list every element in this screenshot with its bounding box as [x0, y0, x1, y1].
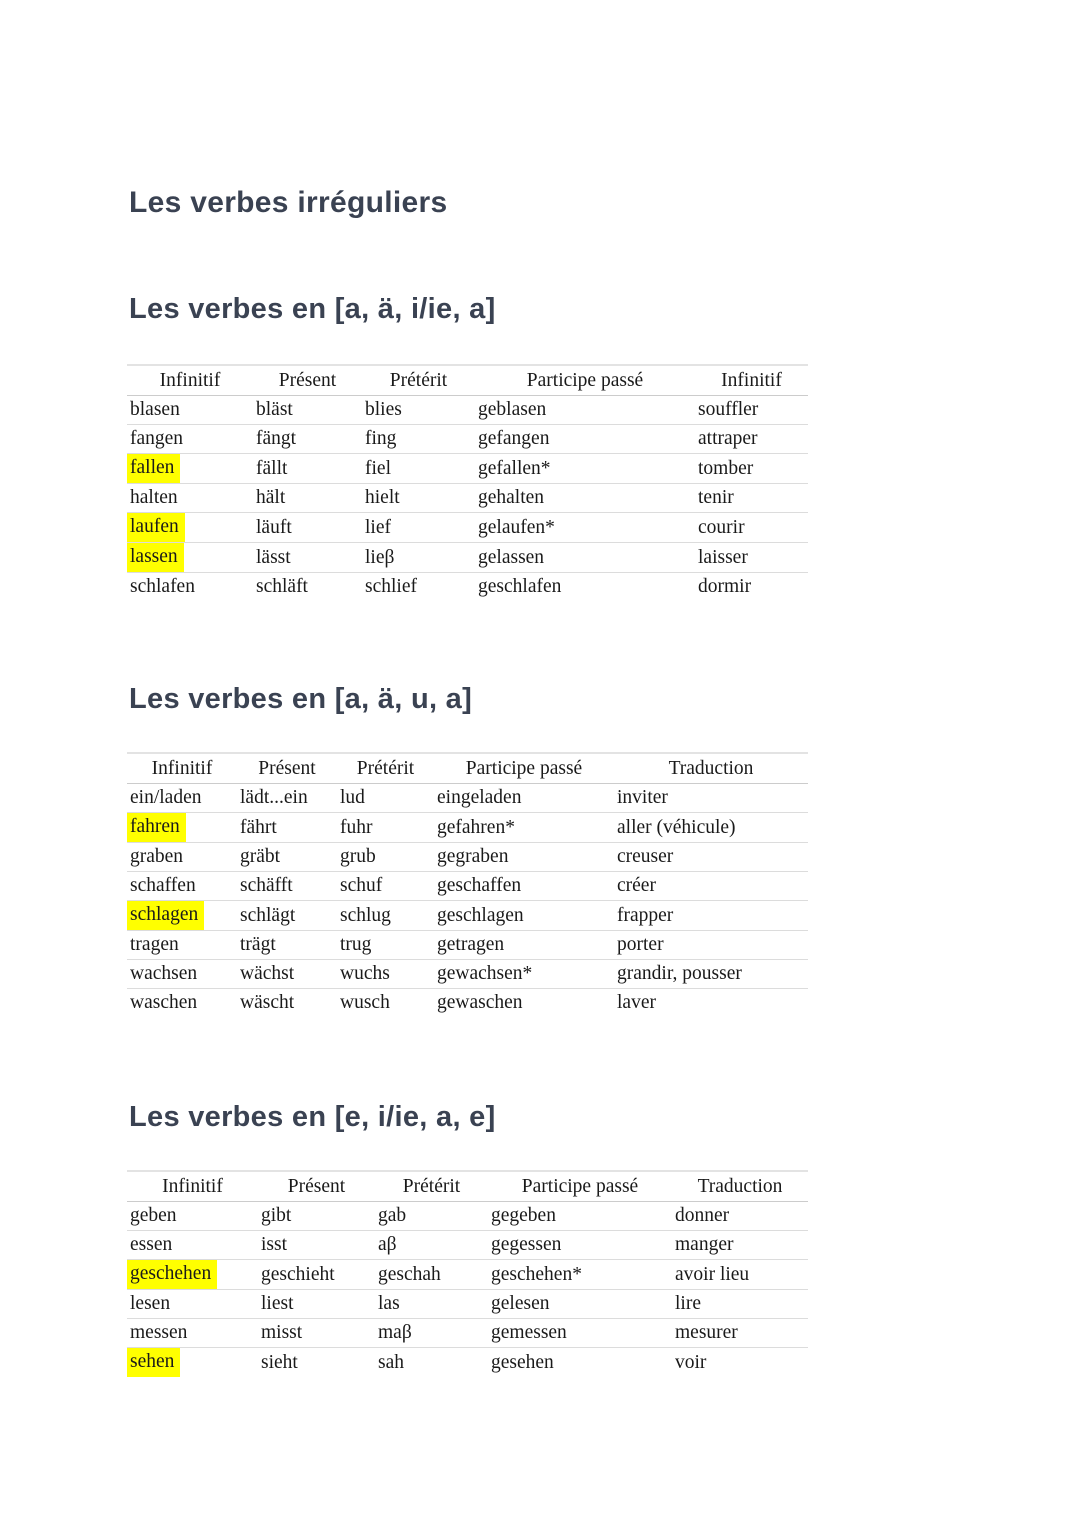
table-row [127, 931, 808, 960]
verb-cell: gesehen [491, 1351, 554, 1373]
verb-cell: creuser [614, 843, 808, 872]
table-row [127, 1231, 808, 1260]
highlighted-verb: schlagen [127, 901, 204, 930]
verb-cell: geben [127, 1202, 258, 1231]
column-header: Prétérit [337, 753, 434, 784]
verb-cell: schlief [365, 576, 417, 597]
verb-cell: voir [675, 1351, 707, 1373]
table-row [127, 813, 808, 843]
verb-cell: geschlafen [478, 576, 562, 597]
table-row [127, 872, 808, 901]
verb-cell: inviter [614, 784, 808, 813]
verb-cell: ein/laden [127, 784, 237, 813]
verb-cell: aβ [375, 1231, 488, 1260]
verb-cell: lud [337, 784, 434, 813]
verb-cell: wachsen [127, 960, 237, 989]
verb-cell: gibt [258, 1202, 375, 1231]
highlighted-verb: fahren [127, 813, 186, 842]
verb-cell: blasen [127, 396, 253, 425]
verb-cell [127, 513, 253, 543]
verb-cell: schlug [337, 901, 434, 931]
verb-cell: gegeben [488, 1202, 672, 1231]
table-row [127, 901, 808, 931]
verb-cell [127, 901, 237, 931]
column-header: Présent [253, 365, 362, 396]
column-header: Traduction [614, 753, 808, 784]
highlighted-verb: fallen [127, 454, 180, 483]
table-row [127, 1348, 808, 1378]
header-row [127, 1171, 808, 1202]
verb-cell: frapper [614, 901, 808, 931]
table-row [127, 1202, 808, 1231]
table-row [127, 543, 808, 573]
verb-cell: manger [672, 1231, 808, 1260]
verb-cell [127, 543, 253, 573]
verb-cell: misst [258, 1319, 375, 1348]
column-header: Présent [258, 1171, 375, 1202]
table-row [127, 960, 808, 989]
column-header: Participe passé [488, 1171, 672, 1202]
verb-cell: trug [337, 931, 434, 960]
verb-cell: avoir lieu [672, 1260, 808, 1290]
verb-cell: geschieht [258, 1260, 375, 1290]
section-heading: Les verbes en [a, ä, u, a] [129, 683, 473, 715]
verb-cell: gehalten [475, 484, 695, 513]
verb-cell: fährt [237, 813, 337, 843]
verb-cell: sah [378, 1351, 404, 1373]
verb-cell: souffler [695, 396, 808, 425]
verb-cell: schlägt [237, 901, 337, 931]
verb-cell: grub [337, 843, 434, 872]
highlighted-verb: geschehen [127, 1260, 217, 1289]
table-row [127, 513, 808, 543]
verb-cell: gab [375, 1202, 488, 1231]
verb-cell: gelassen [475, 543, 695, 573]
verb-cell [127, 1348, 258, 1378]
verb-cell: geschehen* [488, 1260, 672, 1290]
verb-cell: gewaschen [437, 992, 523, 1013]
verb-cell: maβ [375, 1319, 488, 1348]
verb-cell: getragen [434, 931, 614, 960]
verb-cell: eingeladen [434, 784, 614, 813]
table-row [127, 784, 808, 813]
verb-cell: schläft [256, 576, 308, 597]
table-row [127, 1260, 808, 1290]
verb-cell: lieβ [362, 543, 475, 573]
verb-cell: lädt...ein [237, 784, 337, 813]
verb-cell: tenir [695, 484, 808, 513]
table-row [127, 843, 808, 872]
verb-cell: porter [614, 931, 808, 960]
verb-cell: mesurer [672, 1319, 808, 1348]
verb-cell: créer [614, 872, 808, 901]
highlighted-verb: lassen [127, 543, 184, 572]
verb-cell: donner [672, 1202, 808, 1231]
verb-cell: gefangen [475, 425, 695, 454]
verb-cell: gefallen* [475, 454, 695, 484]
verb-cell: tragen [127, 931, 237, 960]
header-row [127, 753, 808, 784]
column-header: Traduction [672, 1171, 808, 1202]
verb-cell: wächst [237, 960, 337, 989]
verb-cell: schuf [337, 872, 434, 901]
table-row [127, 573, 808, 602]
verb-cell: fängt [253, 425, 362, 454]
verb-cell: tomber [695, 454, 808, 484]
verb-cell: attraper [695, 425, 808, 454]
column-header: Prétérit [362, 365, 475, 396]
verb-cell: dormir [698, 576, 752, 597]
verb-cell [127, 454, 253, 484]
verb-cell: geschlagen [434, 901, 614, 931]
verb-cell: graben [127, 843, 237, 872]
verb-cell: gewachsen* [434, 960, 614, 989]
verb-cell: gelesen [488, 1290, 672, 1319]
column-header: Infinitif [127, 753, 237, 784]
verb-table [127, 752, 808, 1017]
verb-cell: wäscht [240, 992, 295, 1013]
verb-cell: wusch [340, 992, 390, 1013]
verb-cell: lässt [253, 543, 362, 573]
verb-cell: gräbt [237, 843, 337, 872]
section-heading: Les verbes en [a, ä, i/ie, a] [129, 293, 496, 325]
verb-cell: essen [127, 1231, 258, 1260]
verb-cell: laver [617, 992, 656, 1013]
table-row [127, 396, 808, 425]
verb-cell: messen [127, 1319, 258, 1348]
verb-cell: gelaufen* [475, 513, 695, 543]
header-row [127, 365, 808, 396]
verb-cell: fangen [127, 425, 253, 454]
verb-cell: courir [695, 513, 808, 543]
verb-cell: aller (véhicule) [614, 813, 808, 843]
verb-cell: blies [362, 396, 475, 425]
verb-cell: las [375, 1290, 488, 1319]
verb-cell: geschah [375, 1260, 488, 1290]
verb-cell [127, 1260, 258, 1290]
verb-cell: geschaffen [434, 872, 614, 901]
verb-cell: gegraben [434, 843, 614, 872]
verb-cell: läuft [253, 513, 362, 543]
column-header: Infinitif [127, 365, 253, 396]
document-title: Les verbes irréguliers [129, 186, 448, 219]
table-row [127, 484, 808, 513]
verb-cell: lief [362, 513, 475, 543]
verb-cell: schäfft [237, 872, 337, 901]
verb-table [127, 364, 808, 601]
verb-cell: schaffen [127, 872, 237, 901]
verb-cell [127, 813, 237, 843]
column-header: Prétérit [375, 1171, 488, 1202]
verb-cell: lire [672, 1290, 808, 1319]
verb-cell: fiel [362, 454, 475, 484]
verb-cell: gefahren* [434, 813, 614, 843]
verb-cell: waschen [130, 992, 198, 1013]
verb-cell: fing [362, 425, 475, 454]
table-row [127, 425, 808, 454]
verb-cell: sieht [261, 1351, 298, 1373]
verb-cell: bläst [253, 396, 362, 425]
verb-cell: liest [258, 1290, 375, 1319]
table-row [127, 989, 808, 1018]
column-header: Participe passé [475, 365, 695, 396]
verb-cell: schlafen [130, 576, 195, 597]
highlighted-verb: sehen [127, 1348, 180, 1377]
verb-cell: laisser [695, 543, 808, 573]
column-header: Infinitif [695, 365, 808, 396]
verb-cell: hält [253, 484, 362, 513]
verb-cell: lesen [127, 1290, 258, 1319]
column-header: Participe passé [434, 753, 614, 784]
verb-cell: fuhr [337, 813, 434, 843]
verb-cell: grandir, pousser [614, 960, 808, 989]
verb-cell: fällt [253, 454, 362, 484]
highlighted-verb: laufen [127, 513, 185, 542]
section-heading: Les verbes en [e, i/ie, a, e] [129, 1101, 496, 1133]
verb-cell: isst [258, 1231, 375, 1260]
verb-table [127, 1170, 808, 1377]
verb-cell: halten [127, 484, 253, 513]
verb-cell: gegessen [488, 1231, 672, 1260]
table-row [127, 454, 808, 484]
verb-cell: trägt [237, 931, 337, 960]
table-row [127, 1290, 808, 1319]
column-header: Infinitif [127, 1171, 258, 1202]
column-header: Présent [237, 753, 337, 784]
verb-cell: wuchs [337, 960, 434, 989]
verb-cell: gemessen [488, 1319, 672, 1348]
table-row [127, 1319, 808, 1348]
verb-cell: geblasen [475, 396, 695, 425]
verb-cell: hielt [362, 484, 475, 513]
